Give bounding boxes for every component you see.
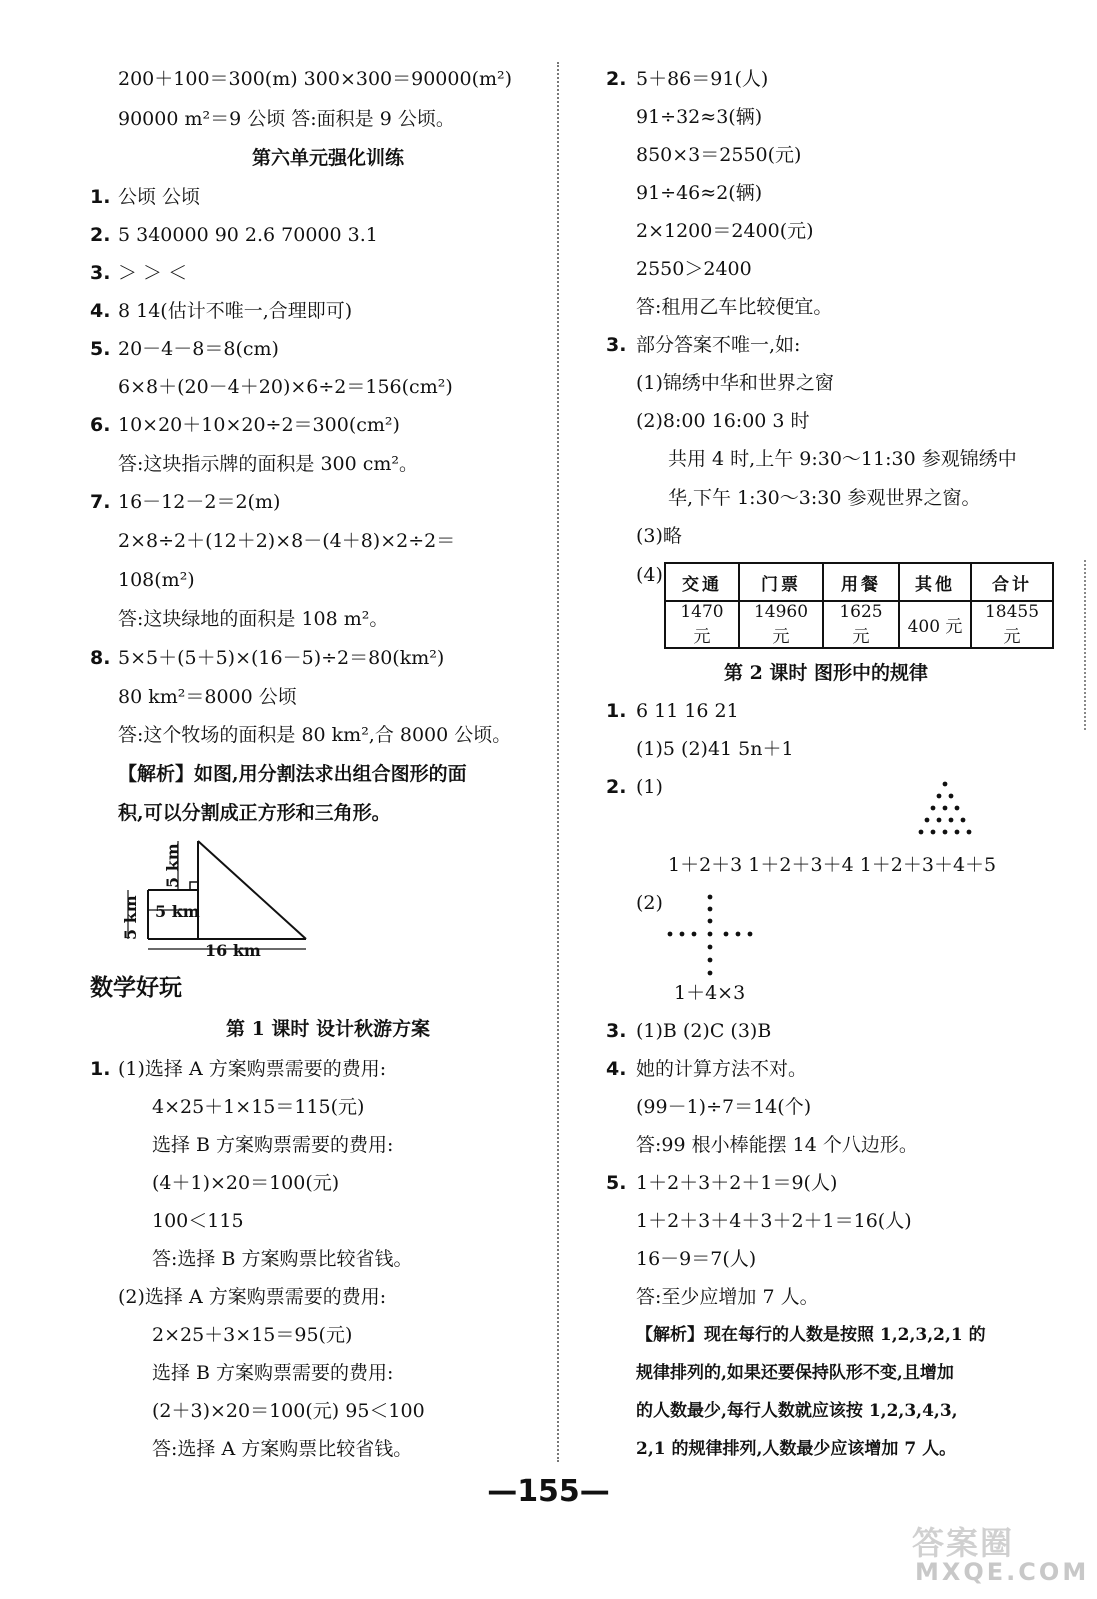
answer-line: 5＋86＝91(人)	[636, 68, 769, 90]
question-number: 4.	[606, 1058, 627, 1080]
answer-line: 部分答案不唯一,如:	[636, 334, 801, 356]
answer-line: 答:租用乙车比较便宜。	[636, 296, 833, 318]
answer-line: 16－12－2＝2(m)	[118, 491, 281, 513]
margin-mark	[1084, 560, 1086, 730]
answer-line: 公顷 公顷	[118, 186, 201, 208]
question-number: 5.	[606, 1172, 627, 1194]
answer-line: 华,下午 1:30～3:30 参观世界之窗。	[668, 487, 981, 509]
answer-line: 91÷32≈3(辆)	[636, 106, 763, 128]
answer-line: 2×25＋3×15＝95(元)	[152, 1324, 353, 1346]
answer-line: 8 14(估计不唯一,合理即可)	[118, 300, 353, 322]
cost-table	[664, 562, 1054, 649]
text-line: 200＋100＝300(m) 300×300＝90000(m²)	[118, 68, 513, 90]
answer-line: (2)8:00 16:00 3 时	[636, 410, 810, 432]
table-cell: 14960 元	[739, 601, 823, 648]
answer-line: 5 340000 90 2.6 70000 3.1	[118, 224, 378, 246]
table-row	[665, 601, 1053, 648]
analysis-line: 的人数最少,每行人数就应该按 1,2,3,4,3,	[636, 1401, 958, 1421]
table-header-cell: 合计	[971, 563, 1053, 601]
table-header-cell: 交通	[665, 563, 739, 601]
section-title-unit6: 第六单元强化训练	[251, 147, 404, 169]
answer-line: (2)选择 A 方案购票需要的费用:	[118, 1286, 387, 1308]
question-number: 8.	[90, 647, 111, 669]
question-number: 5.	[90, 338, 111, 360]
question-number: 3.	[90, 262, 111, 284]
answer-line: 答:至少应增加 7 人。	[636, 1286, 819, 1308]
answer-line: 6 11 16 21	[636, 700, 739, 722]
answer-line: 选择 B 方案购票需要的费用:	[152, 1362, 394, 1384]
answer-line: 共用 4 时,上午 9:30～11:30 参观锦绣中	[668, 448, 1017, 470]
answer-line: 选择 B 方案购票需要的费用:	[152, 1134, 394, 1156]
answer-line: 答:这块绿地的面积是 108 m²。	[118, 608, 389, 630]
dot-cross-figure	[664, 892, 756, 980]
table-header-cell: 用餐	[823, 563, 899, 601]
question-number: 1.	[606, 700, 627, 722]
figure-hypotenuse	[198, 841, 306, 939]
analysis-line: 【解析】如图,用分割法求出组合图形的面	[118, 763, 467, 785]
answer-line: (2)	[636, 892, 663, 914]
table-cell: 400 元	[899, 601, 971, 648]
question-number: 3.	[606, 334, 627, 356]
answer-line: 108(m²)	[118, 569, 195, 591]
answer-line: 20－4－8＝8(cm)	[118, 338, 279, 360]
answer-line: 答:选择 B 方案购票比较省钱。	[152, 1248, 413, 1270]
table-cell: 18455 元	[971, 601, 1053, 648]
answer-line: 16－9＝7(人)	[636, 1248, 757, 1270]
answer-line: 1＋2＋3 1＋2＋3＋4 1＋2＋3＋4＋5	[668, 854, 997, 876]
question-number: 6.	[90, 414, 111, 436]
question-number: 4.	[90, 300, 111, 322]
answer-line: 10×20＋10×20÷2＝300(cm²)	[118, 414, 400, 436]
table-header-row	[665, 563, 1053, 601]
answer-line: 850×3＝2550(元)	[636, 144, 802, 166]
answer-line: 2×8÷2＋(12＋2)×8－(4＋8)×2÷2＝	[118, 530, 456, 552]
question-number: 1.	[90, 1058, 111, 1080]
question-number: 7.	[90, 491, 111, 513]
section-heading: 数学好玩	[90, 975, 182, 1001]
answer-line: 1＋2＋3＋4＋3＋2＋1＝16(人)	[636, 1210, 912, 1232]
answer-line: (99－1)÷7＝14(个)	[636, 1096, 812, 1118]
analysis-line: 规律排列的,如果还要保持队形不变,且增加	[636, 1363, 954, 1383]
answer-line: 答:99 根小棒能摆 14 个八边形。	[636, 1134, 918, 1156]
table-header-cell: 其他	[899, 563, 971, 601]
page-number: —155—	[487, 1474, 610, 1509]
answer-line: 6×8＋(20－4＋20)×6÷2＝156(cm²)	[118, 376, 453, 398]
figure-label-middle: 5 km	[155, 902, 200, 921]
answer-line: 答:这块指示牌的面积是 300 cm²。	[118, 453, 419, 475]
answer-line: (1)选择 A 方案购票需要的费用:	[118, 1058, 387, 1080]
watermark-url: MXQE.COM	[915, 1558, 1090, 1586]
text-line: 90000 m²＝9 公顷 答:面积是 9 公顷。	[118, 108, 455, 130]
answer-line: 她的计算方法不对。	[636, 1058, 808, 1080]
question-number: 3.	[606, 1020, 627, 1042]
answer-line: (1)5 (2)41 5n＋1	[636, 738, 794, 760]
lesson-title: 第 1 课时 设计秋游方案	[225, 1018, 431, 1040]
question-number: 2.	[606, 68, 627, 90]
question-number: 2.	[606, 776, 627, 798]
answer-line: (1)锦绣中华和世界之窗	[636, 372, 834, 394]
answer-line: 1＋2＋3＋2＋1＝9(人)	[636, 1172, 838, 1194]
answer-line: (4)	[636, 564, 663, 586]
answer-line: 答:这个牧场的面积是 80 km²,合 8000 公顷。	[118, 724, 512, 746]
table-cell: 1625 元	[823, 601, 899, 648]
column-divider	[557, 62, 559, 1462]
answer-line: (1)B (2)C (3)B	[636, 1020, 772, 1042]
watermark-logo: 答案圈	[912, 1524, 1015, 1562]
figure-label-left: 5 km	[121, 895, 140, 940]
answer-line: 91÷46≈2(辆)	[636, 182, 763, 204]
answer-line: 答:选择 A 方案购票比较省钱。	[152, 1438, 413, 1460]
question-number: 1.	[90, 186, 111, 208]
table-header-cell: 门票	[739, 563, 823, 601]
dot-triangle-figure	[910, 780, 980, 840]
figure-label-top: 5 km	[163, 843, 182, 888]
question-number: 2.	[90, 224, 111, 246]
answer-line: 2550＞2400	[636, 258, 752, 280]
answer-line: ＞ ＞ ＜	[118, 262, 188, 284]
answer-line: 80 km²＝8000 公顷	[118, 686, 297, 708]
table-cell: 1470 元	[665, 601, 739, 648]
answer-line: (3)略	[636, 525, 682, 547]
analysis-line: 2,1 的规律排列,人数最少应该增加 7 人。	[636, 1439, 957, 1459]
answer-line: (4＋1)×20＝100(元)	[152, 1172, 340, 1194]
analysis-line: 【解析】现在每行的人数是按照 1,2,3,2,1 的	[636, 1325, 986, 1345]
right-angle-mark	[190, 882, 198, 890]
answer-line: 2×1200＝2400(元)	[636, 220, 814, 242]
answer-line: (2＋3)×20＝100(元) 95＜100	[152, 1400, 425, 1422]
lesson-title: 第 2 课时 图形中的规律	[723, 662, 929, 684]
answer-line: 1＋4×3	[674, 982, 746, 1004]
answer-line: 100＜115	[152, 1210, 244, 1232]
answer-line: 4×25＋1×15＝115(元)	[152, 1096, 365, 1118]
answer-line: (1)	[636, 776, 663, 798]
figure-label-bottom: 16 km	[205, 941, 261, 960]
answer-line: 5×5＋(5＋5)×(16－5)÷2＝80(km²)	[118, 647, 445, 669]
analysis-line: 积,可以分割成正方形和三角形。	[118, 802, 391, 824]
